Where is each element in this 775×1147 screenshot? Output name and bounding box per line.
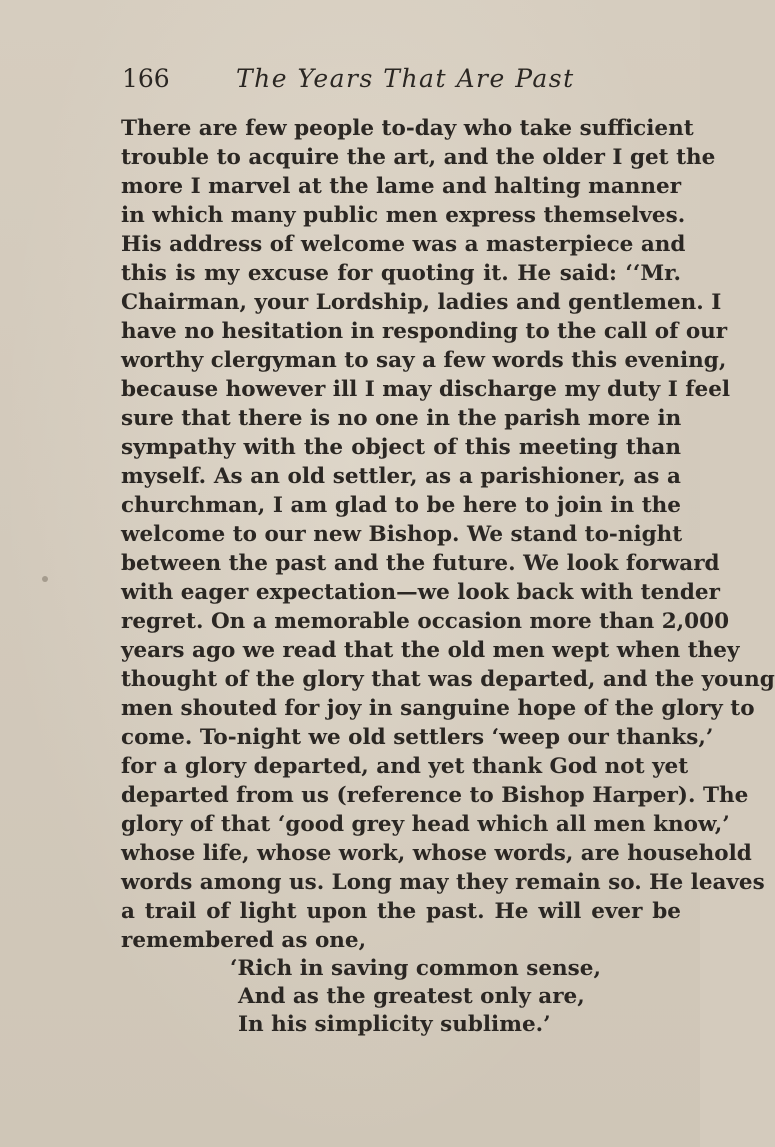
verse-line: And as the greatest only are,	[238, 984, 585, 1009]
text-line: men shouted for joy in sanguine hope of the glory to	[121, 696, 755, 721]
ink-smudge	[42, 576, 48, 582]
text-line: There are few people to-day who take sufficient	[121, 116, 694, 141]
text-line: more I marvel at the lame and halting manner	[121, 174, 682, 199]
text-line: because however ill I may discharge my duty I feel	[121, 377, 731, 402]
body-paragraph	[121, 114, 775, 955]
verse-line: In his simplicity sublime.’	[238, 1012, 551, 1037]
text-line: departed from us (reference to Bishop Harper). The	[121, 783, 749, 808]
text-line: have no hesitation in responding to the call of our	[121, 319, 728, 344]
text-line: years ago we read that the old men wept when they	[121, 638, 740, 663]
text-line: myself. As an old settler, as a parishioner, as a	[121, 464, 681, 489]
page-number: 166	[122, 64, 170, 93]
page-header	[122, 62, 682, 96]
text-line: thought of the glory that was departed, and the young	[121, 667, 775, 692]
text-line: sympathy with the object of this meeting than	[121, 435, 681, 460]
text-line: between the past and the future. We look forward	[121, 551, 720, 576]
text-line: glory of that ‘good grey head which all men know,’	[121, 812, 730, 837]
verse-line: ‘Rich in saving common sense,	[230, 956, 601, 981]
text-line: this is my excuse for quoting it. He said: ‘‘Mr.	[121, 261, 681, 286]
text-line: come. To-night we old settlers ‘weep our thanks,’	[121, 725, 714, 750]
text-line: sure that there is no one in the parish more in	[121, 406, 682, 431]
text-line: remembered as one,	[121, 928, 367, 953]
text-line: in which many public men express themselves.	[121, 203, 686, 228]
text-line: Chairman, your Lordship, ladies and gentlemen. I	[121, 290, 722, 315]
text-line: a trail of light upon the past. He will ever be	[121, 899, 681, 924]
text-line: with eager expectation—we look back with tender	[121, 580, 720, 605]
text-line: regret. On a memorable occasion more than 2,000	[121, 609, 730, 634]
text-line: trouble to acquire the art, and the older I get the	[121, 145, 716, 170]
text-line: for a glory departed, and yet thank God not yet	[121, 754, 689, 779]
text-line: whose life, whose work, whose words, are household	[121, 841, 752, 866]
running-title: The Years That Are Past	[236, 64, 575, 93]
verse-quotation	[230, 955, 650, 1039]
text-line: churchman, I am glad to be here to join in the	[121, 493, 681, 518]
text-line: worthy clergyman to say a few words this evening,	[121, 348, 727, 373]
text-line: His address of welcome was a masterpiece and	[121, 232, 686, 257]
text-line: words among us. Long may they remain so. He leaves	[121, 870, 765, 895]
text-line: welcome to our new Bishop. We stand to-night	[121, 522, 683, 547]
